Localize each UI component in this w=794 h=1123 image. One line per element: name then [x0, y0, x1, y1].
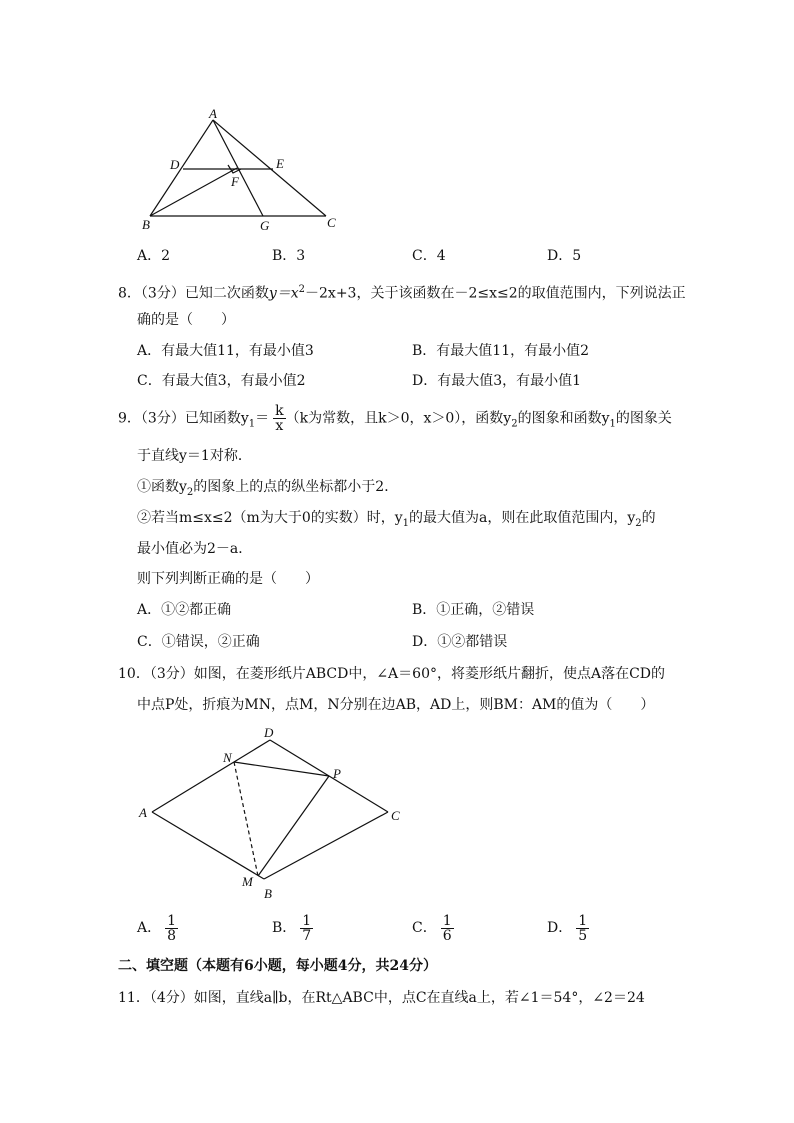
- q8-stem-line1: 8．（3分）已知二次函数$y=x^2-2x+3$，关于该函数在－2≤x≤2的取值范围内，下列说法正: [118, 284, 686, 302]
- q10-stem-line1: 10．（3分）如图，在菱形纸片ABCD中，∠A＝60°，将菱形纸片翻折，使点A落在CD的: [118, 666, 666, 682]
- q9-option-a: A．①②都正确: [137, 602, 232, 618]
- k-over-x-fraction: $\frac{k}{x}$: [275, 403, 284, 434]
- label-N: N: [223, 750, 232, 765]
- q10-option-a: A． $\frac{1}{8}$: [137, 912, 177, 944]
- q8-option-a: A．有最大值11，有最小值3: [137, 343, 314, 359]
- q8-option-d: D．有最大值3，有最小值1: [412, 373, 582, 389]
- q8-stem-line2: 确的是（ ）: [137, 312, 235, 328]
- q8-option-b: B．有最大值11，有最小值2: [412, 343, 590, 359]
- q10-stem-line2: 中点P处，折痕为MN，点M，N分别在边AB，AD上，则BM：AM的值为（ ）: [137, 697, 655, 713]
- label-F: F: [231, 174, 239, 189]
- q9-stem-line2: 于直线y＝1对称．: [137, 448, 252, 464]
- label-P: P: [333, 766, 341, 781]
- q11-stem-line1: 11．（4分）如图，直线a∥b，在Rt△ABC中，点C在直线a上，若∠1＝54°，∠2＝24: [118, 990, 645, 1006]
- q9-statement-2: ②若当m≤x≤2（m为大于0的实数）时，$y_1$的最大值为a，则在此取值范围内，$y_2$的: [137, 510, 656, 529]
- label-A: A: [209, 106, 217, 121]
- q9-option-c: C．①错误，②正确: [137, 634, 260, 650]
- label-E: E: [276, 156, 284, 171]
- rhombus-figure: [130, 722, 420, 907]
- label-M: M: [242, 874, 253, 889]
- triangle-figure: [130, 105, 350, 235]
- label-C: C: [391, 808, 400, 823]
- label-A: A: [139, 805, 147, 820]
- q7-option-d: D．5: [547, 248, 582, 264]
- q7-option-b: B．3: [272, 248, 306, 264]
- label-D: D: [264, 725, 274, 740]
- q7-option-a: A．2: [137, 248, 171, 264]
- label-B: B: [142, 217, 150, 232]
- q10-option-c: C． $\frac{1}{6}$: [412, 912, 452, 944]
- section-heading: 二、填空题（本题有6小题，每小题4分，共24分）: [118, 958, 437, 974]
- q9-question: 则下列判断正确的是（ ）: [137, 571, 319, 587]
- label-C: C: [327, 215, 336, 230]
- q10-option-d: D． $\frac{1}{5}$: [547, 912, 588, 944]
- label-G: G: [260, 218, 270, 233]
- q10-number: 10．（3分）: [118, 666, 194, 682]
- label-D: D: [170, 157, 180, 172]
- q10-option-b: B． $\frac{1}{7}$: [272, 912, 312, 944]
- q9-stem-line1: 9．（3分）已知函数$y_1=$ $\frac{k}{x}$ （k为常数，且k＞0，x＞0），函数$y_2$的图象和函数$y_1$的图象关: [118, 403, 672, 434]
- q8-option-c: C．有最大值3，有最小值2: [137, 373, 306, 389]
- q7-option-c: C．4: [412, 248, 446, 264]
- q9-number: 9．（3分）: [118, 410, 185, 427]
- label-B: B: [264, 886, 272, 901]
- q9-option-d: D．①②都错误: [412, 634, 508, 650]
- q11-number: 11．（4分）: [118, 990, 194, 1006]
- q9-statement-2-cont: 最小值必为2－a．: [137, 541, 253, 557]
- q8-number: 8．（3分）: [118, 285, 185, 302]
- q9-statement-1: ①函数$y_2$的图象上的点的纵坐标都小于2．: [137, 479, 399, 498]
- q9-option-b: B．①正确，②错误: [412, 602, 535, 618]
